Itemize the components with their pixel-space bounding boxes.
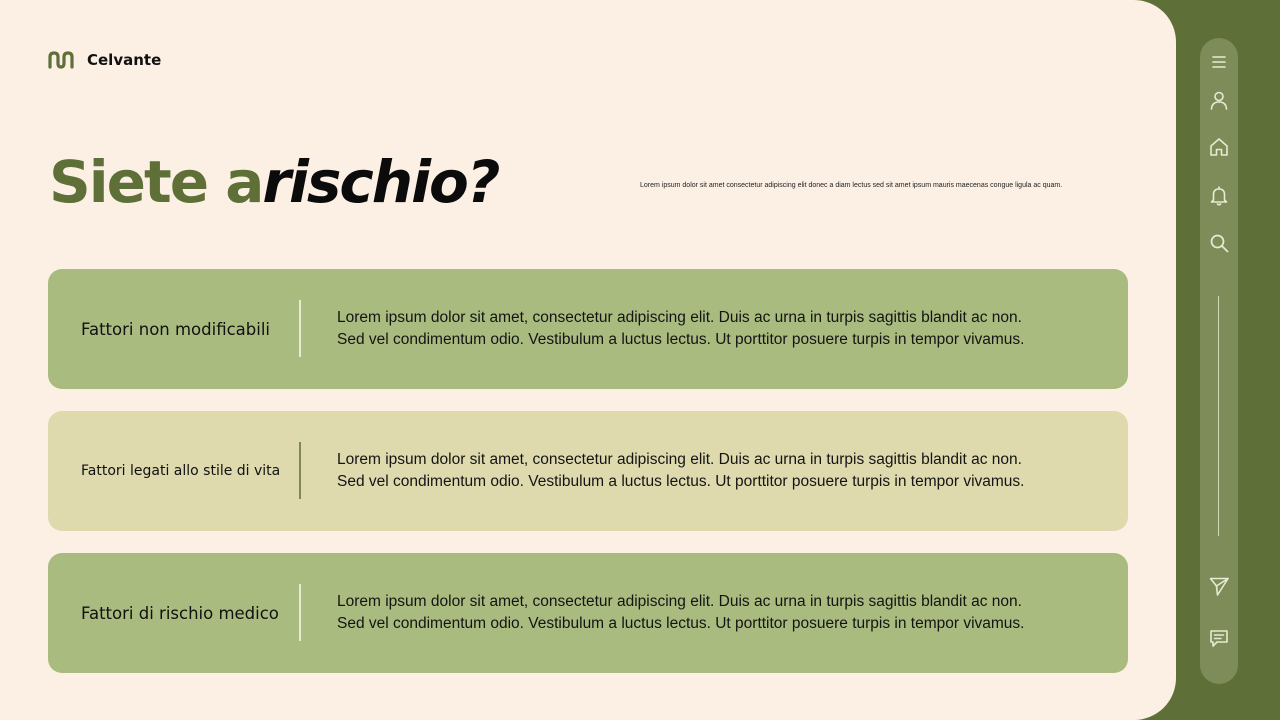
card-text-line2: Sed vel condimentum odio. Vestibulum a luctus lectus. Ut porttitor posuere turpis in tempor vivamus. xyxy=(337,615,1025,632)
menu-icon[interactable] xyxy=(1208,51,1230,73)
brand xyxy=(47,50,161,70)
page-title-part1: Siete a xyxy=(49,148,263,216)
card-text xyxy=(337,449,1097,493)
card-text-line1: Lorem ipsum dolor sit amet, consectetur adipiscing elit. Duis ac urna in turpis sagittis blandit ac non. xyxy=(337,309,1022,326)
bell-icon[interactable] xyxy=(1208,184,1230,206)
risk-card-non-modifiable xyxy=(48,269,1128,389)
card-text-line1: Lorem ipsum dolor sit amet, consectetur adipiscing elit. Duis ac urna in turpis sagittis blandit ac non. xyxy=(337,451,1022,468)
card-label: Fattori non modificabili xyxy=(81,319,271,339)
card-divider xyxy=(299,584,301,641)
home-icon[interactable] xyxy=(1208,136,1230,158)
card-text-line1: Lorem ipsum dolor sit amet, consectetur adipiscing elit. Duis ac urna in turpis sagittis blandit ac non. xyxy=(337,593,1022,610)
card-label: Fattori legati allo stile di vita xyxy=(81,463,281,479)
page-subtitle: Lorem ipsum dolor sit amet consectetur adipiscing elit donec a diam lectus sed sit amet ipsum mauris maecenas congue ligula ac quam. xyxy=(640,182,1063,189)
card-divider xyxy=(299,300,301,357)
user-icon[interactable] xyxy=(1208,89,1230,111)
page-title xyxy=(49,144,498,220)
card-label: Fattori di rischio medico xyxy=(81,603,279,623)
m-logo-icon xyxy=(47,50,75,70)
card-text xyxy=(337,307,1097,351)
send-icon[interactable] xyxy=(1208,575,1230,597)
card-divider xyxy=(299,442,301,499)
search-icon[interactable] xyxy=(1208,232,1230,254)
card-text xyxy=(337,591,1097,635)
card-text-line2: Sed vel condimentum odio. Vestibulum a luctus lectus. Ut porttitor posuere turpis in tempor vivamus. xyxy=(337,473,1025,490)
chat-icon[interactable] xyxy=(1208,627,1230,649)
page-title-part2: rischio? xyxy=(262,148,499,216)
sidebar-divider xyxy=(1218,296,1219,536)
card-text-line2: Sed vel condimentum odio. Vestibulum a luctus lectus. Ut porttitor posuere turpis in tempor vivamus. xyxy=(337,331,1025,348)
brand-name: Celvante xyxy=(87,51,162,69)
sidebar-nav xyxy=(1200,38,1238,684)
risk-card-lifestyle xyxy=(48,411,1128,531)
risk-card-medical xyxy=(48,553,1128,673)
